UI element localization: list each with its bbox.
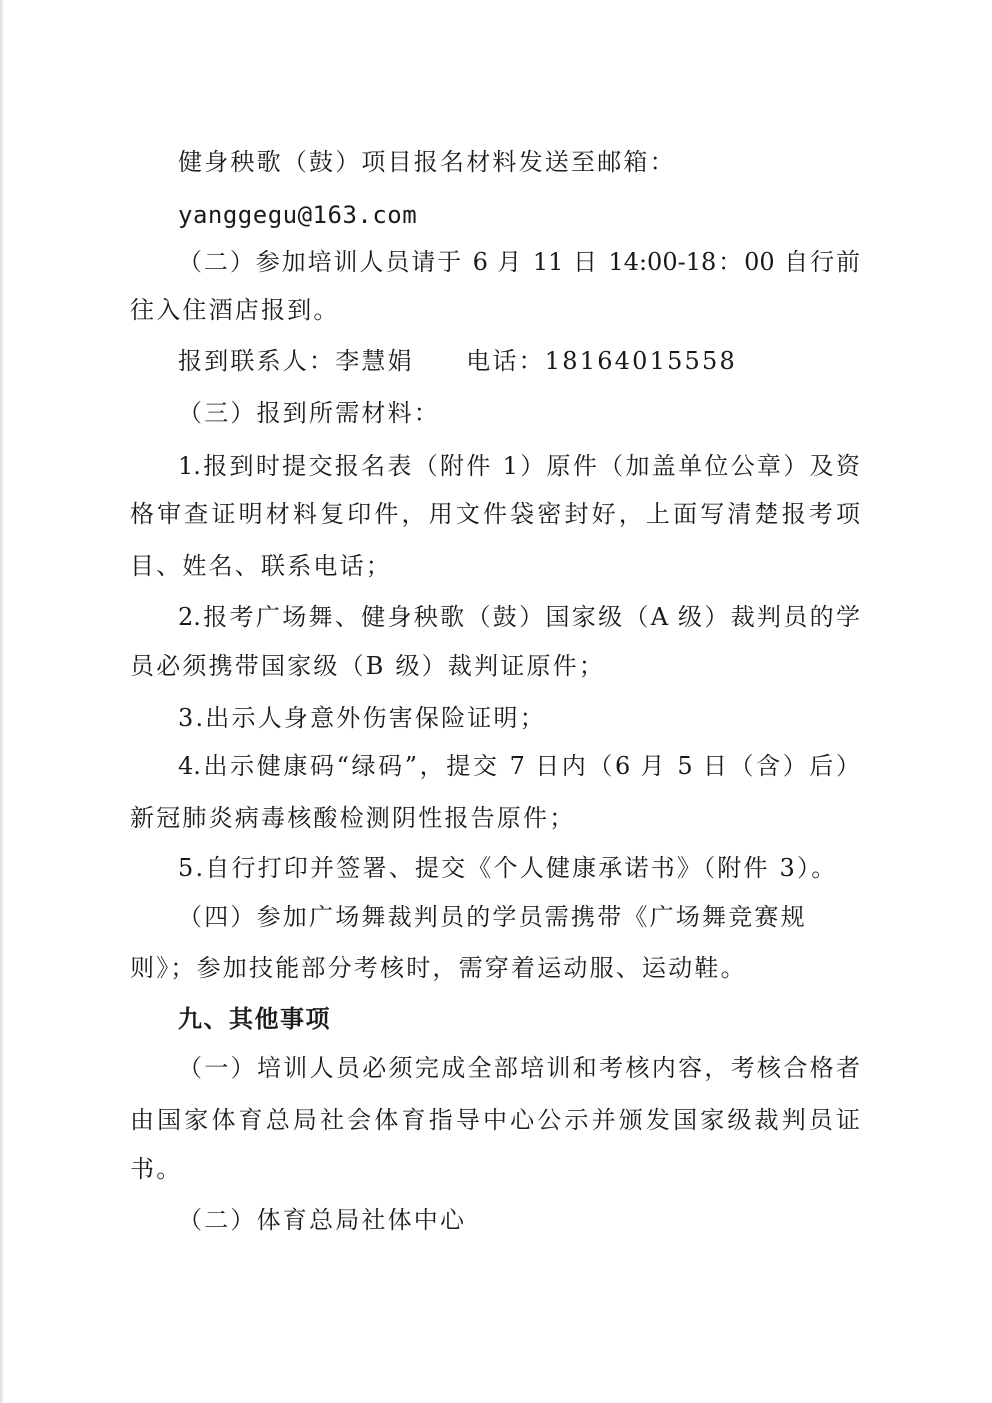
text-line-other-1b: 由国家体育总局社会体育指导中心公示并颁发国家级裁判员证 xyxy=(130,1106,860,1134)
scan-edge-shadow xyxy=(0,0,4,1403)
text-line-item-1c: 目、姓名、联系电话； xyxy=(130,552,392,580)
text-line-other-1c: 书。 xyxy=(130,1155,183,1183)
text-line-item-3: 3.出示人身意外伤害保险证明； xyxy=(178,704,546,732)
text-line-other-1a: （一）培训人员必须完成全部培训和考核内容，考核合格者 xyxy=(178,1054,860,1082)
text-line-item-2b: 员必须携带国家级（B 级）裁判证原件； xyxy=(130,652,606,680)
email-address: yanggegu@163.com xyxy=(178,201,418,229)
text-line-section-4b: 则》；参加技能部分考核时，需穿着运动服、运动鞋。 xyxy=(130,954,747,982)
text-line-checkin-hotel: 往入住酒店报到。 xyxy=(130,296,340,324)
text-line-item-1a: 1.报到时提交报名表（附件 1）原件（加盖单位公章）及资 xyxy=(178,452,860,480)
text-line-section-4a: （四）参加广场舞裁判员的学员需携带《广场舞竞赛规 xyxy=(178,903,807,931)
text-line-checkin-time: （二）参加培训人员请于 6 月 11 日 14:00-18：00 自行前 xyxy=(178,248,860,276)
text-line-materials-heading: （三）报到所需材料： xyxy=(178,399,440,427)
text-line-email-intro: 健身秧歌（鼓）项目报名材料发送至邮箱： xyxy=(178,148,676,176)
text-line-item-4b: 新冠肺炎病毒核酸检测阴性报告原件； xyxy=(130,804,576,832)
text-line-signature-org: （二）体育总局社体中心 xyxy=(178,1206,467,1234)
text-line-item-5: 5.自行打印并签署、提交《个人健康承诺书》（附件 3）。 xyxy=(178,854,838,882)
text-line-item-1b: 格审查证明材料复印件，用文件袋密封好，上面写清楚报考项 xyxy=(130,500,860,528)
section-heading-other-matters: 九、其他事项 xyxy=(178,1005,331,1033)
text-line-contact: 报到联系人：李慧娟 电话：18164015558 xyxy=(178,347,737,375)
text-line-item-2a: 2.报考广场舞、健身秧歌（鼓）国家级（A 级）裁判员的学 xyxy=(178,603,860,631)
text-line-item-4a: 4.出示健康码“绿码”，提交 7 日内（6 月 5 日（含）后） xyxy=(178,752,860,780)
